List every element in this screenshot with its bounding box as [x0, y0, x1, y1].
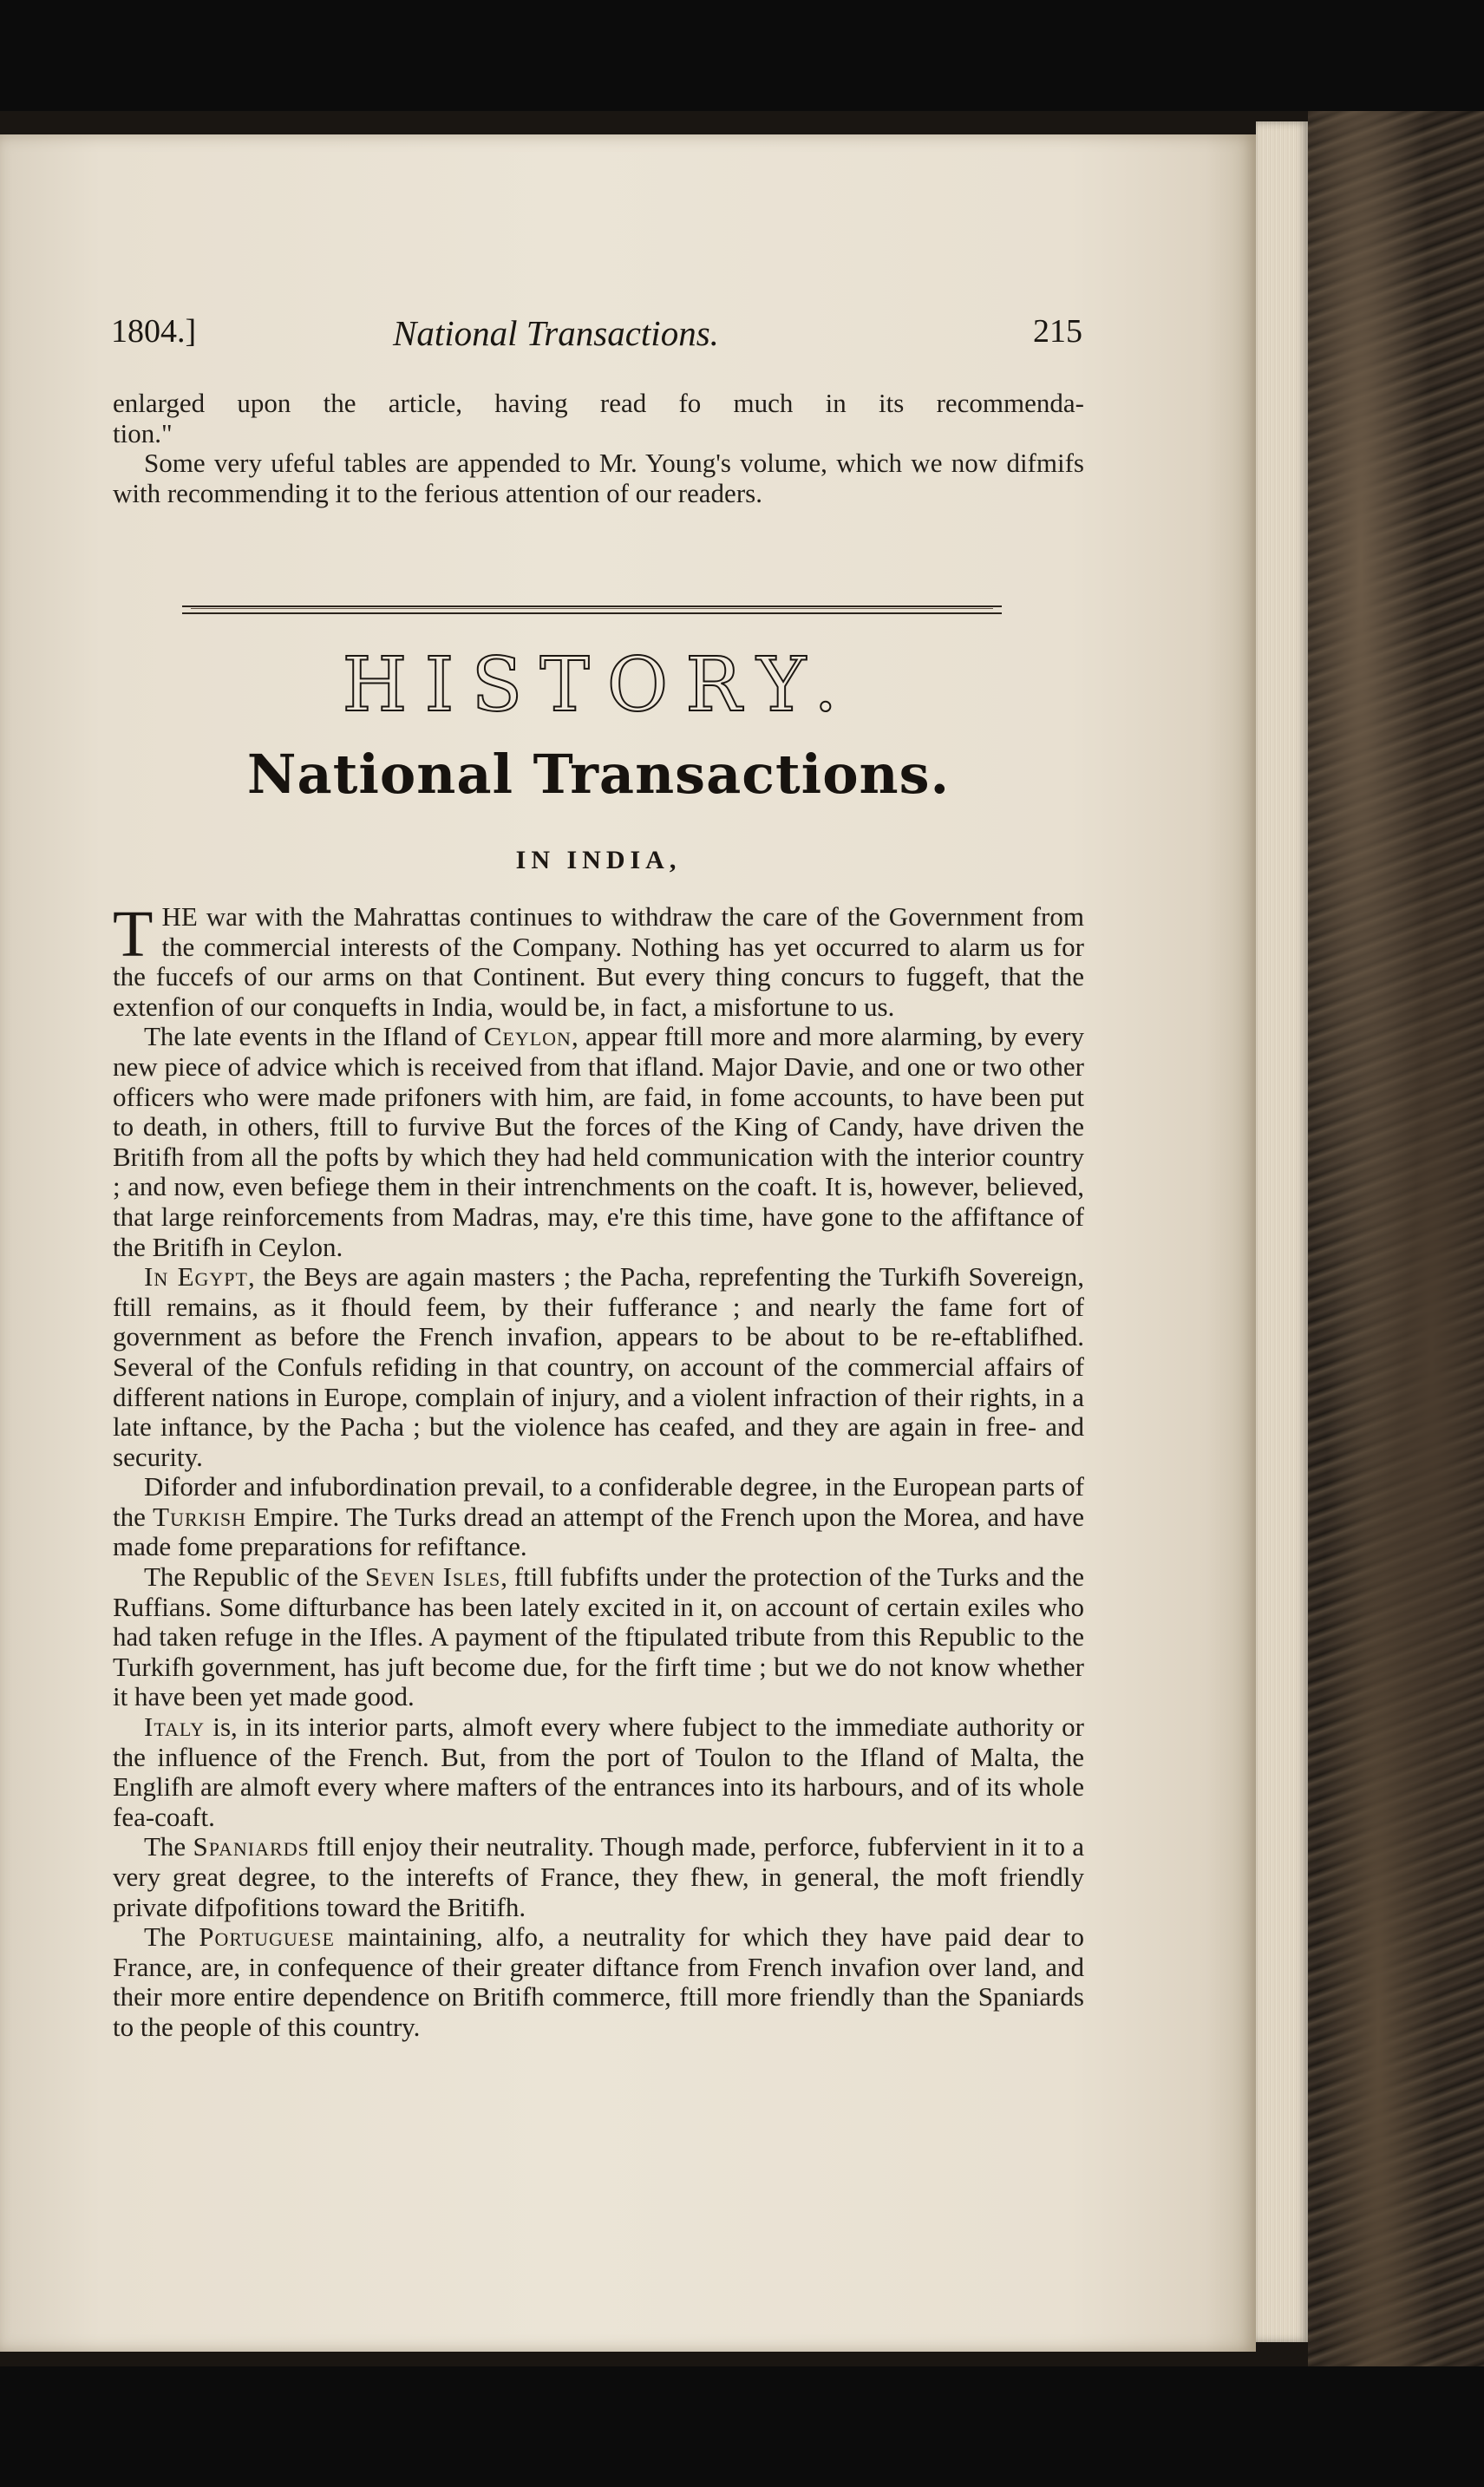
- paragraph-lead: The: [144, 1831, 186, 1862]
- paragraph-lead: The Republic of the: [144, 1561, 359, 1593]
- header-year: 1804.]: [111, 313, 197, 350]
- paragraph-lead: The: [144, 1921, 186, 1953]
- paragraph-turkish: [113, 1472, 1084, 1562]
- place-name: Turkish: [153, 1501, 247, 1532]
- place-name: Portuguese: [199, 1921, 335, 1953]
- page-edges: [1256, 121, 1308, 2342]
- page-number: 215: [1033, 313, 1082, 350]
- paragraph-lead: Diforder and infubordination prevail, to a confiderable degree, in the European parts of the: [113, 1471, 1084, 1532]
- place-name: Seven Isles: [364, 1561, 501, 1593]
- paragraph-text: , appear ftill more and more alarming, by every new piece of advice which is received from that ifland. Major Davie, and one or two other officers who were made prifoners with him, are faid, in fome accounts, to have been put to death, in others, ftill to furvive But the forces of the King of Candy, have driven the Britifh from all the pofts by which they had held communication with the interior country ; and now, even befiege them in their intrenchments on the coaft. It is, however, believed, that large reinforcements from Madras, may, e're this time, have gone to the affiftance of the Britifh in Ceylon.: [113, 1021, 1084, 1262]
- place-name: Ceylon: [483, 1021, 572, 1052]
- page-subtitle: National Transactions.: [246, 743, 951, 806]
- place-name: Italy: [144, 1711, 206, 1743]
- intro-line-1: enlarged upon the article, having read fo much in its recommenda-: [113, 388, 1084, 418]
- running-head-title: National Transactions.: [393, 313, 719, 353]
- paragraph-text: , ftill fubfifts under the protection of the Turks and the Ruffians. Some difturbance has been lately excited in it, on account of certain exiles who had taken refuge in the Ifles. A payment of the ftipulated tribute from this Republic to the Turkifh government, has juft become due, for the firft time ; but we do not know whether it have been yet made good.: [113, 1561, 1084, 1712]
- marbled-cover: [1308, 111, 1484, 2366]
- paragraph-text: HE war with the Mahrattas continues to withdraw the care of the Government from the commercial interests of the Company. Nothing has yet occurred to alarm us for the fuccefs of our arms on that Continent. But every thing concurs to fuggeft, that the extenfion of our conquefts in India, would be, in fact, a misfortune to us.: [113, 901, 1084, 1022]
- place-name: In Egypt: [144, 1261, 248, 1293]
- paragraph-text: ftill enjoy their neutrality. Though made, perforce, fubfervient in it to a very great degree, to the interefts of France, they fhew, in general, the moft friendly private difpofitions toward the Britifh.: [113, 1831, 1085, 1922]
- paragraph-india: [113, 898, 1084, 1022]
- intro-paragraph-2: Some very ufeful tables are appended to Mr. Young's volume, which we now difmifs with recommending it to the ferious attention of our readers.: [113, 448, 1084, 508]
- paragraph-seven-isles: [113, 1562, 1084, 1712]
- intro-text: [113, 389, 1084, 508]
- section-divider-rule: [182, 605, 1002, 614]
- paragraph-ceylon: [113, 1022, 1084, 1262]
- paragraph-spaniards: [113, 1832, 1084, 1922]
- paragraph-text: is, in its interior parts, almoft every where fubject to the immediate authority or the influence of the French. But, from the port of Toulon to the Ifland of Malta, the Englifh are almoft every where mafters of the entrances into its harbours, and of its whole fea-coaft.: [113, 1711, 1084, 1832]
- page-title: HISTORY.: [342, 642, 855, 729]
- paragraph-italy: [113, 1712, 1084, 1832]
- section-heading: IN INDIA,: [515, 846, 682, 874]
- paragraph-text: Empire. The Turks dread an attempt of the French upon the Morea, and have made fome preparations for refiftance.: [113, 1501, 1084, 1562]
- running-header: [111, 312, 1082, 364]
- paragraph-text: , the Beys are again masters ; the Pacha, reprefenting the Turkifh Sovereign, ftill remains, as it fhould feem, by their fufferance ; and nearly the fame fort of government as before the French invafion, appears to be about to be re-eftablifhed. Several of the Confuls refiding in that country, on account of the commercial affairs of different nations in Europe, complain of injury, and a violent infraction of their rights, in a late inftance, by the Pacha ; but the violence has ceafed, and they are again in free- and security.: [113, 1261, 1084, 1472]
- intro-line-2: tion.": [113, 417, 173, 448]
- article-body: [113, 898, 1085, 2043]
- paragraph-text: maintaining, alfo, a neutrality for which they have paid dear to France, are, in confequence of their greater diftance from French invafion over land, and their more entire dependence on Britifh commerce, ftill more friendly than the Spaniards to the people of this country.: [113, 1921, 1085, 2042]
- paragraph-egypt: [113, 1262, 1084, 1472]
- paragraph-lead: The late events in the Ifland of: [144, 1021, 477, 1052]
- place-name: Spaniards: [193, 1831, 310, 1862]
- drop-cap: T: [113, 898, 154, 971]
- paragraph-portuguese: [113, 1922, 1084, 2042]
